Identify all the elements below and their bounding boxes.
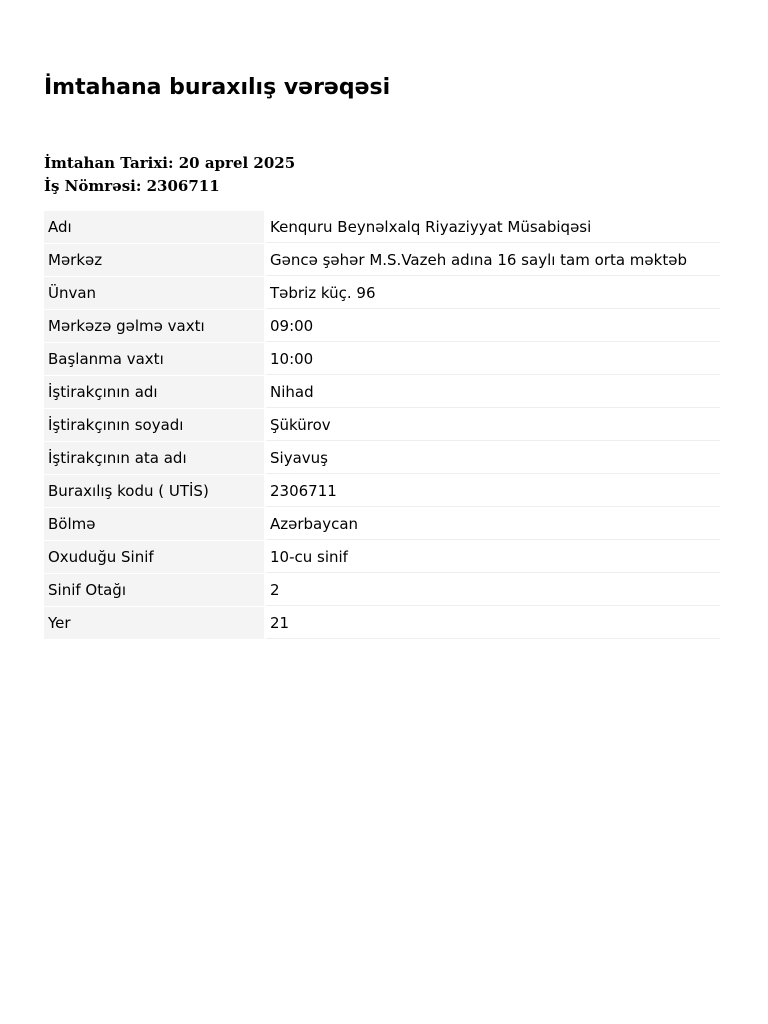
row-label: Yer (44, 607, 264, 639)
row-value: Şükürov (266, 409, 720, 441)
table-row (44, 211, 720, 243)
row-label: İştirakçının soyadı (44, 409, 264, 441)
row-value: 10-cu sinif (266, 541, 720, 573)
page-title: İmtahana buraxılış vərəqəsi (44, 75, 391, 100)
row-label: Sinif Otağı (44, 574, 264, 606)
row-label: Oxuduğu Sinif (44, 541, 264, 573)
work-number: İş Nömrəsi: 2306711 (44, 177, 220, 195)
exam-date: İmtahan Tarixi: 20 aprel 2025 (44, 154, 296, 172)
row-value: 10:00 (266, 343, 720, 375)
row-value: Azərbaycan (266, 508, 720, 540)
table-row (44, 277, 720, 309)
table-row (44, 475, 720, 507)
row-value: Nihad (266, 376, 720, 408)
table-row (44, 508, 720, 540)
exam-meta (44, 152, 295, 198)
row-value: 09:00 (266, 310, 720, 342)
table-row (44, 376, 720, 408)
table-row (44, 574, 720, 606)
row-label: Buraxılış kodu ( UTİS) (44, 475, 264, 507)
table-row (44, 343, 720, 375)
table-row (44, 541, 720, 573)
row-label: Bölmə (44, 508, 264, 540)
row-label: Mərkəz (44, 244, 264, 276)
row-value: 2306711 (266, 475, 720, 507)
table-row (44, 409, 720, 441)
row-value: Təbriz küç. 96 (266, 277, 720, 309)
row-label: Adı (44, 211, 264, 243)
details-table (44, 210, 720, 640)
row-label: Ünvan (44, 277, 264, 309)
row-value: Kenquru Beynəlxalq Riyaziyyat Müsabiqəsi (266, 211, 720, 243)
row-label: İştirakçının ata adı (44, 442, 264, 474)
row-label: Mərkəzə gəlmə vaxtı (44, 310, 264, 342)
row-label: İştirakçının adı (44, 376, 264, 408)
row-value: 2 (266, 574, 720, 606)
table-row (44, 310, 720, 342)
table-row (44, 244, 720, 276)
row-value: Siyavuş (266, 442, 720, 474)
table-row (44, 442, 720, 474)
row-value: Gəncə şəhər M.S.Vazeh adına 16 saylı tam orta məktəb (266, 244, 720, 276)
table-row (44, 607, 720, 639)
row-label: Başlanma vaxtı (44, 343, 264, 375)
row-value: 21 (266, 607, 720, 639)
